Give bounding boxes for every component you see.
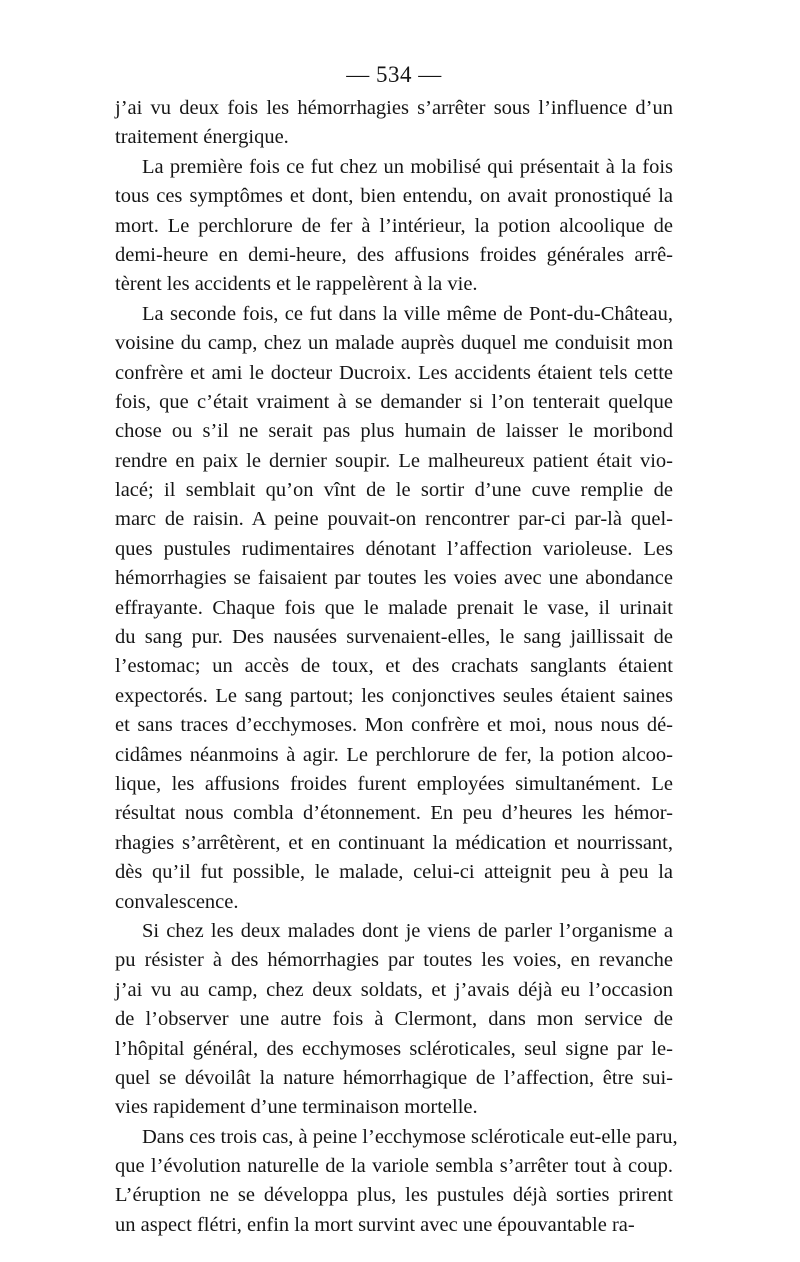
paragraph xyxy=(115,300,673,917)
body-text xyxy=(115,94,678,1240)
text-line: lique, les affusions froides furent employées simultanément. Le xyxy=(115,772,673,795)
text-line: Si chez les deux malades dont je viens de parler l’organisme a xyxy=(142,919,673,942)
text-line: convalescence. xyxy=(115,890,239,913)
text-line: du sang pur. Des nausées survenaient-elles, le sang jaillissait de xyxy=(115,626,673,649)
text-line: j’ai vu deux fois les hémorrhagies s’arrêter sous l’influence d’un xyxy=(115,97,673,119)
text-line: l’estomac; un accès de toux, et des crachats sanglants étaient xyxy=(115,655,673,678)
text-line: un aspect flétri, enfin la mort survint avec une épouvantable ra- xyxy=(115,1213,635,1236)
text-line: rendre en paix le dernier soupir. Le malheureux patient était vio- xyxy=(115,449,673,472)
text-line: hémorrhagies se faisaient par toutes les voies avec une abondance xyxy=(115,567,673,590)
page-number: — 534 — xyxy=(346,62,442,87)
text-line: et sans traces d’ecchymoses. Mon confrère et moi, nous nous dé- xyxy=(115,714,673,737)
text-line: fois, que c’était vraiment à se demander si l’on tenterait quelque xyxy=(115,390,673,413)
paragraph xyxy=(115,153,673,300)
text-line: La première fois ce fut chez un mobilisé qui présentait à la fois xyxy=(142,155,673,178)
text-line: traitement énergique. xyxy=(115,126,289,149)
text-line: mort. Le perchlorure de fer à l’intérieur, la potion alcoolique de xyxy=(115,214,673,237)
text-line: voisine du camp, chez un malade auprès duquel me conduisit mon xyxy=(115,332,673,355)
text-line: marc de raisin. A peine pouvait-on rencontrer par-ci par-là quel- xyxy=(115,508,673,531)
text-line: vies rapidement d’une terminaison mortelle. xyxy=(115,1096,478,1119)
text-line: cidâmes néanmoins à agir. Le perchlorure de fer, la potion alcoo- xyxy=(115,743,673,766)
text-line: tèrent les accidents et le rappelèrent à la vie. xyxy=(115,273,478,296)
text-line: effrayante. Chaque fois que le malade prenait le vase, il urinait xyxy=(115,596,673,619)
paragraph xyxy=(115,1123,678,1241)
text-line: quel se dévoilât la nature hémorrhagique de l’affection, être sui- xyxy=(115,1066,673,1089)
text-line: pu résister à des hémorrhagies par toutes les voies, en revanche xyxy=(115,949,673,972)
text-line: résultat nous combla d’étonnement. En peu d’heures les hémor- xyxy=(115,802,673,825)
text-line: chose ou s’il ne serait pas plus humain de laisser le moribond xyxy=(115,420,673,443)
text-line: j’ai vu au camp, chez deux soldats, et j’avais déjà eu l’occasion xyxy=(115,978,673,1001)
book-page xyxy=(115,58,678,1240)
text-line: Dans ces trois cas, à peine l’ecchymose scléroticale eut-elle paru, xyxy=(142,1125,678,1148)
text-line: La seconde fois, ce fut dans la ville même de Pont-du-Château, xyxy=(142,302,673,325)
text-line: demi-heure en demi-heure, des affusions froides générales arrê- xyxy=(115,243,673,266)
text-line: rhagies s’arrêtèrent, et en continuant la médication et nourrissant, xyxy=(115,831,673,854)
text-line: que l’évolution naturelle de la variole sembla s’arrêter tout à coup. xyxy=(115,1155,673,1178)
paragraph xyxy=(115,917,673,1123)
text-line: de l’observer une autre fois à Clermont, dans mon service de xyxy=(115,1008,673,1031)
text-line: ques pustules rudimentaires dénotant l’affection varioleuse. Les xyxy=(115,537,673,560)
text-line: L’éruption ne se développa plus, les pustules déjà sorties prirent xyxy=(115,1184,673,1207)
paragraph xyxy=(115,94,673,153)
text-line: confrère et ami le docteur Ducroix. Les accidents étaient tels cette xyxy=(115,361,673,384)
text-line: expectorés. Le sang partout; les conjonctives seules étaient saines xyxy=(115,684,673,707)
text-line: lacé; il semblait qu’on vînt de le sortir d’une cuve remplie de xyxy=(115,479,673,502)
text-line: dès qu’il fut possible, le malade, celui-ci atteignit peu à peu la xyxy=(115,861,673,884)
text-line: tous ces symptômes et dont, bien entendu, on avait pronostiqué la xyxy=(115,185,673,208)
text-line: l’hôpital général, des ecchymoses scléroticales, seul signe par le- xyxy=(115,1037,673,1060)
